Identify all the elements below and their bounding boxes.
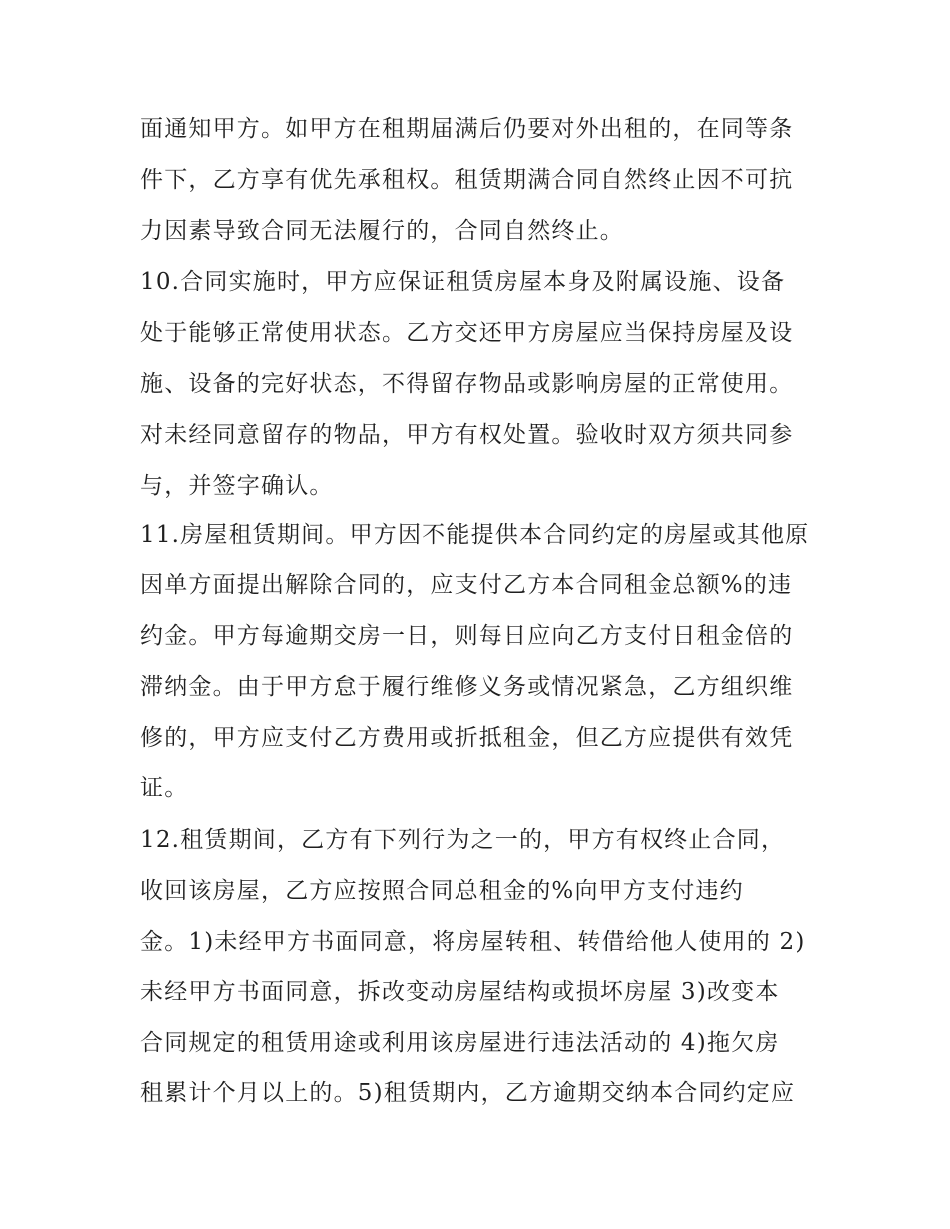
text-line: 证。: [140, 775, 189, 801]
text-line: 对未经同意留存的物品，甲方有权处置。验收时双方须共同参: [140, 422, 794, 448]
text-line: 10.合同实施时，甲方应保证租赁房屋本身及附属设施、设备: [140, 269, 786, 295]
text-line: 施、设备的完好状态，不得留存物品或影响房屋的正常使用。: [140, 371, 794, 397]
text-line: 面通知甲方。如甲方在租期届满后仍要对外出租的，在同等条: [140, 116, 794, 142]
text-line: 金。1)未经甲方书面同意，将房屋转租、转借给他人使用的 2): [140, 929, 806, 955]
text-line: 滞纳金。由于甲方怠于履行维修义务或情况紧急，乙方组织维: [140, 674, 794, 700]
text-line: 修的，甲方应支付乙方费用或折抵租金，但乙方应提供有效凭: [140, 725, 794, 751]
text-line: 因单方面提出解除合同的，应支付乙方本合同租金总额%的违: [140, 572, 793, 598]
text-line: 12.租赁期间，乙方有下列行为之一的，甲方有权终止合同，: [140, 827, 786, 853]
text-line: 处于能够正常使用状态。乙方交还甲方房屋应当保持房屋及设: [140, 320, 794, 346]
text-line: 合同规定的租赁用途或利用该房屋进行违法活动的 4)拖欠房: [140, 1030, 780, 1056]
text-line: 未经甲方书面同意，拆改变动房屋结构或损坏房屋 3)改变本: [140, 979, 780, 1005]
text-line: 收回该房屋，乙方应按照合同总租金的%向甲方支付违约: [140, 878, 744, 904]
text-line: 力因素导致合同无法履行的，合同自然终止。: [140, 218, 624, 244]
text-line: 件下，乙方享有优先承租权。租赁期满合同自然终止因不可抗: [140, 167, 794, 193]
text-line: 约金。甲方每逾期交房一日，则每日应向乙方支付日租金倍的: [140, 623, 794, 649]
text-line: 11.房屋租赁期间。甲方因不能提供本合同约定的房屋或其他原: [140, 522, 810, 548]
text-line: 租累计个月以上的。5)租赁期内，乙方逾期交纳本合同约定应: [140, 1080, 796, 1106]
text-line: 与，并签字确认。: [140, 473, 334, 499]
